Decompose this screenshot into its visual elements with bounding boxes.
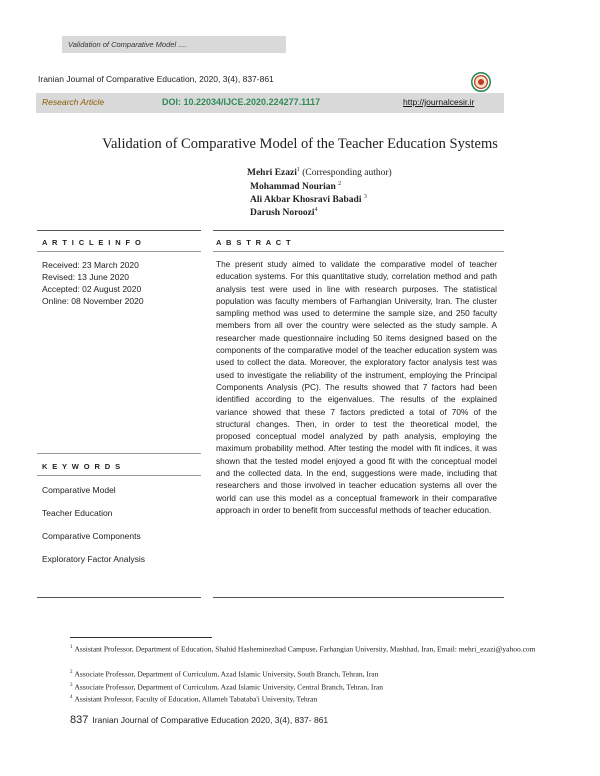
page-number: 837 bbox=[70, 714, 89, 726]
author-3 bbox=[250, 194, 367, 205]
journal-logo-icon bbox=[471, 72, 491, 92]
abstract-body: The present study aimed to validate the comparative model of teacher education systems. For this quantitative study, correlation method and path analysis test were used in line with research purposes. The statistical population was faculty members of Farhangian University, Iran. The cluster sampling method was used to determine the sample size, and 250 faculty members from all over the country were selected as the study sample. A researcher made questionnaire including 50 items designed based on the components of the comparative model of the teacher education system was used to collect the data. Moreover, the exploratory factor analysis test was used to investigate the reliability of the instrument, employing the Principal Components Analysis (PC). The results showed that 7 factors had been identified according to the eigenvalues. The results of the explained variance showed that these 7 factors predicted a total of 70% of the structural changes. Then, in order to test the theoretical model, the proposed conceptual model analyzed by path analysis, employing the maximum probability method. After testing the model with fit indices, it was shown that the tested model enjoyed a good fit with the conceptual model and the collected data. In the end, suggestions were made, including that researchers and those involved in teacher education systems all over the world can use this model as a conceptual framework in their comparative approach in order to benefit from successful methods of teacher education. bbox=[216, 259, 497, 515]
footnote-text: Associate Professor, Department of Curriculum, Azad Islamic University, South Branch, Tehran, Iran bbox=[74, 669, 379, 679]
divider bbox=[37, 597, 201, 598]
footnote-separator bbox=[70, 637, 212, 638]
journal-citation-line: Iranian Journal of Comparative Education, 2020, 3(4), 837-861 bbox=[38, 74, 274, 84]
paper-title: Validation of Comparative Model of the Teacher Education Systems bbox=[102, 136, 498, 152]
received-date: Received: 23 March 2020 bbox=[42, 260, 139, 270]
footnote-number: 4 bbox=[70, 695, 73, 700]
article-dates bbox=[42, 259, 144, 307]
accepted-date: Accepted: 02 August 2020 bbox=[42, 284, 142, 294]
online-date: Online: 08 November 2020 bbox=[42, 296, 144, 306]
page-footer bbox=[70, 714, 328, 726]
abstract-heading: A B S T R A C T bbox=[216, 238, 292, 247]
keyword-item: Comparative Model bbox=[42, 485, 116, 495]
divider bbox=[37, 475, 201, 476]
author-affiliation-marker: 4 bbox=[314, 207, 318, 213]
journal-url-link[interactable]: http://journalcesir.ir bbox=[403, 97, 475, 107]
author-affiliation-marker: 2 bbox=[338, 181, 342, 187]
author-name: Mehri Ezazi bbox=[247, 168, 297, 179]
keyword-item: Teacher Education bbox=[42, 508, 113, 518]
author-4 bbox=[250, 207, 317, 218]
author-note: (Corresponding author) bbox=[299, 168, 392, 179]
footnote-2 bbox=[70, 668, 540, 680]
keyword-item: Exploratory Factor Analysis bbox=[42, 554, 145, 564]
keywords-heading: K E Y W O R D S bbox=[42, 462, 122, 471]
running-header: Validation of Comparative Model .... bbox=[62, 36, 286, 53]
footnote-number: 1 bbox=[70, 645, 73, 650]
keyword-item: Comparative Components bbox=[42, 531, 141, 541]
footnote-number: 2 bbox=[70, 670, 73, 675]
footer-citation: Iranian Journal of Comparative Education 2020, 3(4), 837- 861 bbox=[92, 715, 329, 725]
footnote-text: Assistant Professor, Faculty of Education, Allameh Tabataba'i University, Tehran bbox=[74, 694, 318, 704]
footnote-1 bbox=[70, 643, 540, 655]
divider bbox=[37, 453, 201, 454]
author-affiliation-marker: 3 bbox=[363, 194, 367, 200]
revised-date: Revised: 13 June 2020 bbox=[42, 272, 129, 282]
author-name: Darush Noroozi bbox=[250, 208, 315, 219]
footnote-text: Assistant Professor, Department of Education, Shahid Hasheminezhad Campuse, Farhangian University, Mashhad, Iran, Email: mehri_ezazi@yahoo.com bbox=[74, 644, 536, 654]
footnote-3 bbox=[70, 681, 540, 693]
divider bbox=[213, 597, 504, 598]
author-name: Ali Akbar Khosravi Babadi bbox=[250, 195, 362, 206]
divider bbox=[37, 230, 201, 231]
author-name: Mohammad Nourian bbox=[250, 182, 336, 193]
footnote-4 bbox=[70, 693, 540, 705]
footnote-number: 3 bbox=[70, 683, 73, 688]
author-affiliation-marker: 1 bbox=[296, 167, 300, 173]
divider bbox=[213, 251, 504, 252]
author-2 bbox=[250, 181, 341, 192]
doi-link[interactable]: DOI: 10.22034/IJCE.2020.224277.1117 bbox=[162, 97, 321, 107]
author-1 bbox=[247, 167, 392, 178]
divider bbox=[213, 230, 504, 231]
article-type-label: Research Article bbox=[42, 97, 105, 107]
divider bbox=[37, 251, 201, 252]
footnote-text: Associate Professor, Department of Curriculum, Azad Islamic University, Central Branch, Tehran, Iran bbox=[74, 682, 383, 692]
article-info-heading: A R T I C L E I N F O bbox=[42, 238, 143, 247]
